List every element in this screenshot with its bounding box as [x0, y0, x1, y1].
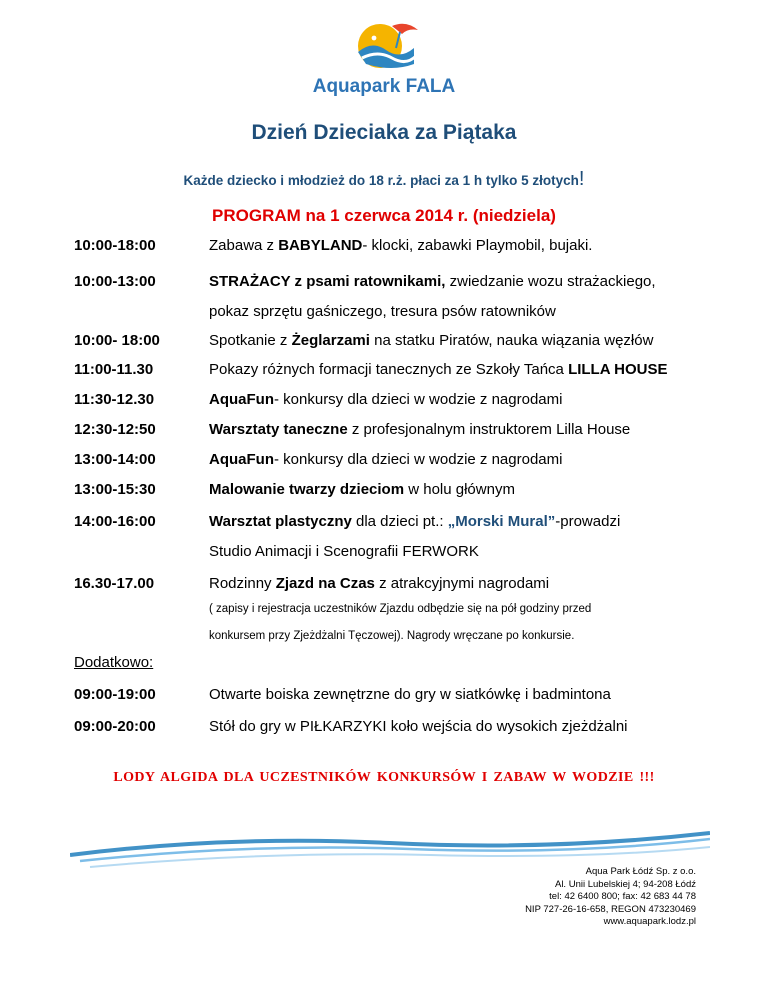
text-part: zwiedzanie wozu strażackiego,: [445, 273, 656, 290]
subtitle: [0, 168, 768, 191]
event-description: [209, 575, 549, 592]
text-part-bold: Warsztat plastyczny: [209, 513, 352, 530]
text-part-highlight: „Morski Mural”: [447, 513, 556, 530]
time-label: 12:30-12:50: [74, 421, 156, 438]
text-part: na statku Piratów, nauka wiązania węzłów: [369, 332, 654, 349]
text-part: Rodzinny: [209, 575, 276, 592]
time-label: 10:00- 18:00: [74, 332, 160, 349]
text-part: - konkursy dla dzieci w wodzie z nagrodami: [274, 391, 563, 408]
footer-line: Al. Unii Lubelskiej 4; 94-208 Łódź: [554, 878, 696, 890]
event-note: konkursem przy Zjeżdżalni Tęczowej). Nagrody wręczane po konkursie.: [209, 630, 575, 642]
text-part-bold: STRAŻACY z psami ratownikami,: [209, 273, 446, 290]
time-label: 09:00-20:00: [74, 718, 156, 735]
company-footer: [525, 866, 696, 929]
time-label: 14:00-16:00: [74, 513, 156, 530]
event-description: [209, 391, 562, 408]
text-part: - konkursy dla dzieci w wodzie z nagrodami: [274, 451, 563, 468]
footer-line: tel: 42 6400 800; fax: 42 683 44 78: [549, 891, 696, 902]
event-description: [209, 273, 656, 290]
aquapark-logo-icon: [352, 18, 420, 74]
text-part: z profesjonalnym instruktorem Lilla House: [347, 421, 631, 438]
text-part-bold: Żeglarzami: [291, 332, 370, 349]
footer-website: www.aquapark.lodz.pl: [603, 916, 696, 927]
event-description: [209, 237, 592, 254]
text-part: - klocki, zabawki Playmobil, bujaki.: [362, 237, 593, 254]
text-part: Spotkanie z: [209, 332, 292, 349]
text-part: w holu głównym: [404, 481, 515, 498]
extras-label: Dodatkowo:: [74, 654, 154, 671]
subtitle-exclamation: !: [578, 168, 585, 190]
footer-line: NIP 727-26-16-658, REGON 473230469: [525, 903, 696, 915]
ice-cream-announcement: LODY ALGIDA DLA UCZESTNIKÓW KONKURSÓW I ZABAW W WODZIE !!!: [113, 770, 655, 785]
footer-line: Aqua Park Łódź Sp. z o.o.: [585, 866, 696, 877]
text-part-bold: Zjazd na Czas: [275, 575, 375, 592]
brand-name: Aquapark FALA: [312, 76, 456, 97]
event-description-continued: pokaz sprzętu gaśniczego, tresura psów ratowników: [209, 303, 556, 320]
text-part-bold: BABYLAND: [278, 237, 363, 254]
text-part: -prowadzi: [555, 513, 621, 530]
event-description: [209, 361, 668, 378]
text-part: Pokazy różnych formacji tanecznych ze Szkoły Tańca: [209, 361, 569, 378]
time-label: 10:00-13:00: [74, 273, 156, 290]
time-label: 11:30-12.30: [74, 391, 155, 408]
text-part-bold: AquaFun: [209, 391, 274, 408]
time-label: 10:00-18:00: [74, 237, 156, 254]
time-label: 16.30-17.00: [74, 575, 155, 592]
event-description: [209, 481, 515, 498]
event-description: [209, 332, 653, 349]
program-heading: PROGRAM na 1 czerwca 2014 r. (niedziela): [212, 206, 556, 225]
text-part-bold: LILLA HOUSE: [568, 361, 668, 378]
text-part: Zabawa z: [209, 237, 279, 254]
text-part-bold: AquaFun: [209, 451, 274, 468]
text-part-bold: Malowanie twarzy dzieciom: [209, 481, 405, 498]
time-label: 13:00-15:30: [74, 481, 156, 498]
text-part: z atrakcyjnymi nagrodami: [374, 575, 550, 592]
page-title: Dzień Dzieciaka za Piątaka: [251, 121, 517, 144]
event-description: [209, 451, 562, 468]
time-label: 09:00-19:00: [74, 686, 156, 703]
text-part-bold: Warsztaty taneczne: [209, 421, 348, 438]
extra-description: Stół do gry w PIŁKARZYKI koło wejścia do wysokich zjeżdżalni: [209, 718, 628, 735]
event-description: [209, 421, 630, 438]
time-label: 11:00-11.30: [74, 361, 154, 378]
text-part: dla dzieci pt.:: [351, 513, 448, 530]
subtitle-text: Każde dziecko i młodzież do 18 r.ż. płaci za 1 h tylko 5 złotych: [183, 173, 579, 188]
event-note: ( zapisy i rejestracja uczestników Zjazdu odbędzie się na pół godziny przed: [209, 603, 592, 615]
event-description: [209, 513, 620, 530]
event-description-continued: Studio Animacji i Scenografii FERWORK: [209, 543, 479, 560]
time-label: 13:00-14:00: [74, 451, 156, 468]
extra-description: Otwarte boiska zewnętrzne do gry w siatkówkę i badmintona: [209, 686, 611, 703]
